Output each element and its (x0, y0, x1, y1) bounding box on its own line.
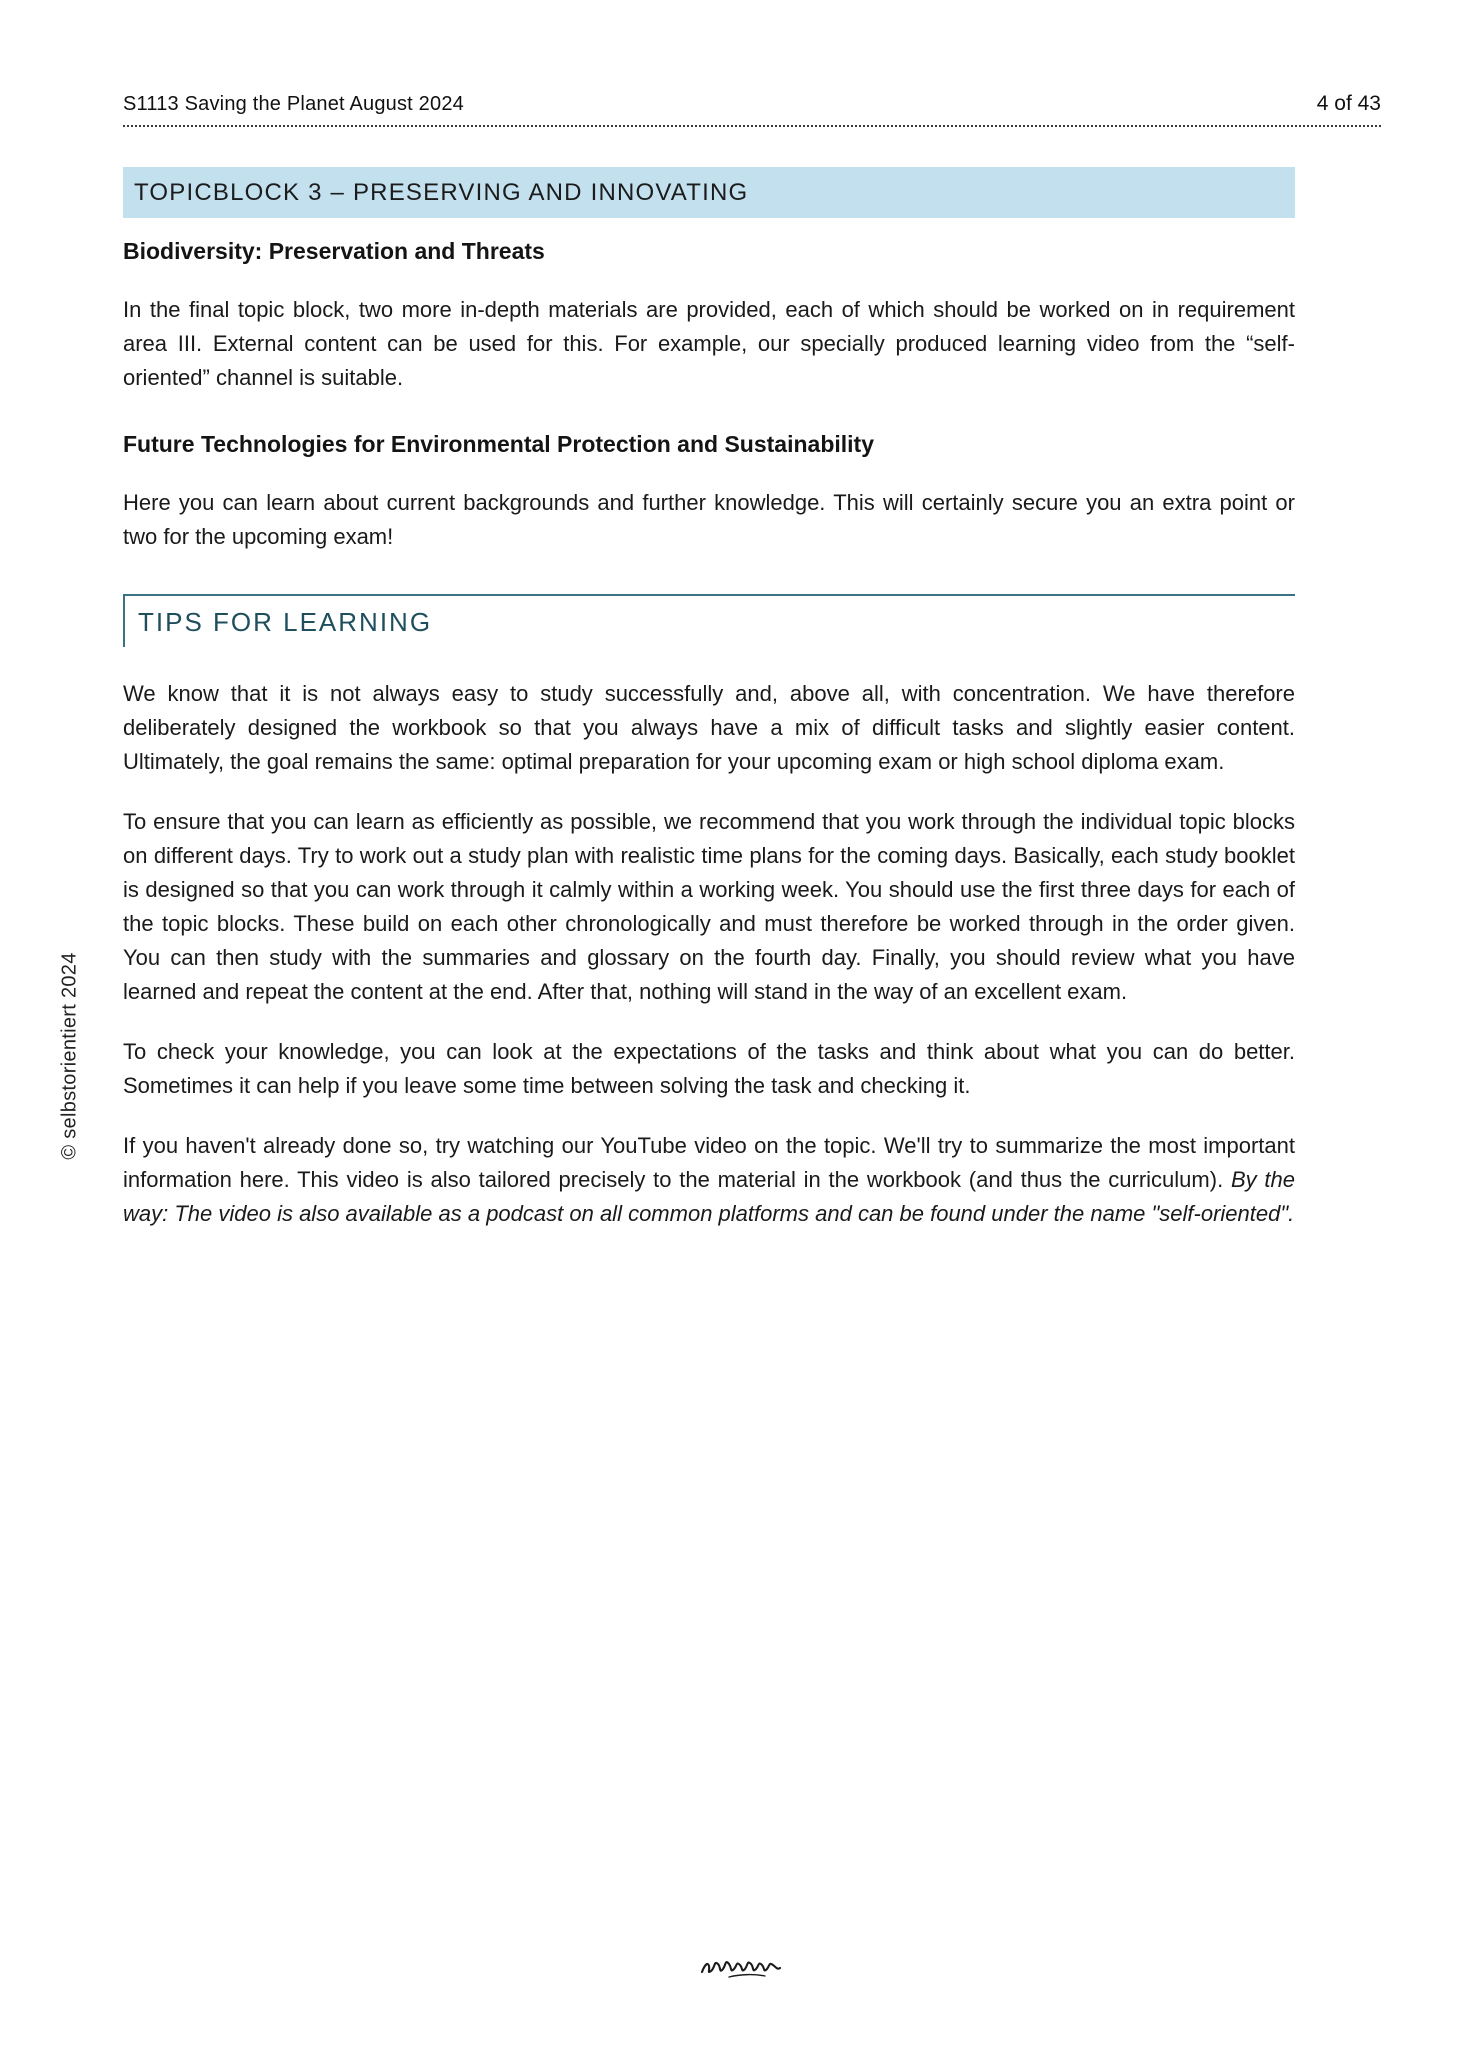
page-header (123, 92, 1381, 127)
content-column (123, 238, 1295, 1257)
document-title: S1113 Saving the Planet August 2024 (123, 93, 464, 115)
topic-banner-title: TOPICBLOCK 3 – PRESERVING AND INNOVATING (134, 178, 749, 206)
topic-banner (123, 167, 1295, 218)
tips-paragraph-3: To check your knowledge, you can look at the expectations of the tasks and think about what you can do better. Sometimes it can help if you leave some time between solving the task and checking it. (123, 1039, 1295, 1098)
future-technologies-heading: Future Technologies for Environmental Protection and Sustainability (123, 431, 874, 457)
tips-paragraph-4 (123, 1129, 1295, 1231)
copyright-vertical-label: © selbstorientiert 2024 (58, 952, 81, 1160)
biodiversity-paragraph: In the final topic block, two more in-depth materials are provided, each of which should be worked on in requirement area III. External content can be used for this. For example, our specially produced learning video from the “self-oriented” channel is suitable. (123, 297, 1295, 390)
tips-for-learning-heading: TIPS FOR LEARNING (123, 594, 1295, 647)
page-number: 4 of 43 (1316, 92, 1381, 115)
tips-paragraph-2: To ensure that you can learn as efficiently as possible, we recommend that you work through the individual topic blocks on different days. Try to work out a study plan with realistic time plans for the coming days. Basically, each study booklet is designed so that you can work through it calmly within a working week. You should use the first three days for each of the topic blocks. These build on each other chronologically and must therefore be worked through in the order given. You can then study with the summaries and glossary on the fourth day. Finally, you should review what you have learned and repeat the content at the end. After that, nothing will stand in the way of an excellent exam. (123, 809, 1295, 1004)
tips-paragraph-1: We know that it is not always easy to study successfully and, above all, with concentration. We have therefore deliberately designed the workbook so that you always have a mix of difficult tasks and slightly easier content. Ultimately, the goal remains the same: optimal preparation for your upcoming exam or high school diploma exam. (123, 681, 1295, 774)
signature-logo (699, 1950, 783, 1984)
biodiversity-heading: Biodiversity: Preservation and Threats (123, 238, 545, 264)
tips-paragraph-4-italic: By the way: The video is also available as a podcast on all common platforms and can be found under the name "self-oriented". (123, 1167, 1295, 1226)
tips-paragraph-4-normal: If you haven't already done so, try watching our YouTube video on the topic. We'll try to summarize the most important information here. This video is also tailored precisely to the material in the workbook (and thus the curriculum). (123, 1133, 1295, 1192)
future-technologies-paragraph: Here you can learn about current backgrounds and further knowledge. This will certainly secure you an extra point or two for the upcoming exam! (123, 490, 1295, 549)
signature-scribble-icon (699, 1950, 783, 1984)
